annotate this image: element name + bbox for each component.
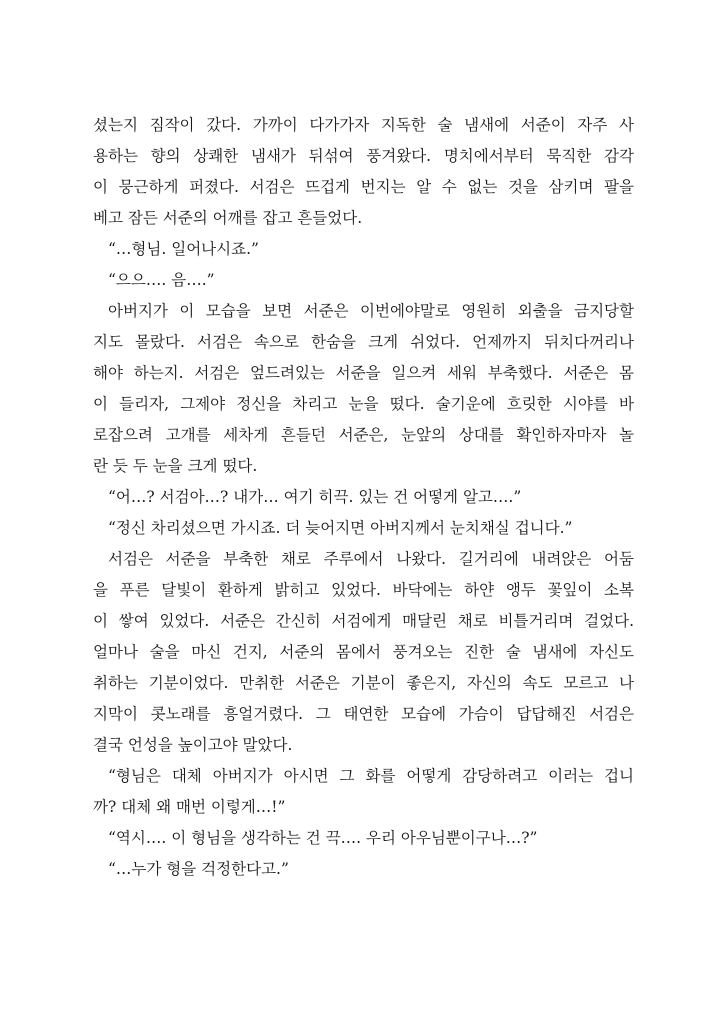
text-line: 아버지가 이 모습을 보면 서준은 이번에야말로 영원히 외출을 금지당할 bbox=[108, 302, 634, 320]
text-line: 셨는지 짐작이 갔다. 가까이 다가가자 지독한 술 냄새에 서준이 자주 사 bbox=[93, 116, 634, 134]
document-body bbox=[93, 110, 634, 885]
text-line: 얼마나 술을 마신 건지, 서준의 몸에서 풍겨오는 진한 술 냄새에 자신도 bbox=[93, 643, 634, 661]
text-line: “으으…. 음….” bbox=[108, 271, 215, 289]
text-line: 서검은 서준을 부축한 채로 주루에서 나왔다. 길거리에 내려앉은 어둠 bbox=[108, 550, 634, 568]
text-line: 까? 대체 왜 매번 이렇게…!” bbox=[93, 798, 286, 816]
text-line: 로잡으려 고개를 세차게 흔들던 서준은, 눈앞의 상대를 확인하자마자 놀 bbox=[93, 426, 634, 444]
text-line: 이 뭉근하게 퍼졌다. 서검은 뜨겁게 번지는 알 수 없는 것을 삼키며 팔을 bbox=[93, 178, 634, 196]
text-line: 이 들리자, 그제야 정신을 차리고 눈을 떴다. 술기운에 흐릿한 시야를 바 bbox=[93, 395, 634, 413]
text-line: “역시…. 이 형님을 생각하는 건 끅…. 우리 아우님뿐이구나…?” bbox=[108, 829, 538, 847]
text-line: 용하는 향의 상쾌한 냄새가 뒤섞여 풍겨왔다. 명치에서부터 묵직한 감각 bbox=[93, 147, 634, 165]
text-line: 을 푸른 달빛이 환하게 밝히고 있었다. 바닥에는 하얀 앵두 꽃잎이 소복 bbox=[93, 581, 634, 599]
text-line: 베고 잠든 서준의 어깨를 잡고 흔들었다. bbox=[93, 209, 363, 227]
text-line: 지막이 콧노래를 흥얼거렸다. 그 태연한 모습에 가슴이 답답해진 서검은 bbox=[93, 705, 634, 723]
text-line: 해야 하는지. 서검은 엎드려있는 서준을 일으켜 세워 부축했다. 서준은 몸 bbox=[93, 364, 634, 382]
text-line: “정신 차리셨으면 가시죠. 더 늦어지면 아버지께서 눈치채실 겁니다.” bbox=[108, 519, 573, 537]
text-line: 지도 몰랐다. 서검은 속으로 한숨을 크게 쉬었다. 언제까지 뒤치다꺼리나 bbox=[93, 333, 634, 351]
text-line: 취하는 기분이었다. 만취한 서준은 기분이 좋은지, 자신의 속도 모르고 나 bbox=[93, 674, 634, 692]
text-line: “어…? 서검아…? 내가… 여기 히끅. 있는 건 어떻게 알고….” bbox=[108, 488, 522, 506]
text-line: 결국 언성을 높이고야 말았다. bbox=[93, 736, 293, 754]
text-line: “형님은 대체 아버지가 아시면 그 화를 어떻게 감당하려고 이러는 겁니 bbox=[108, 767, 634, 785]
text-line: 이 쌓여 있었다. 서준은 간신히 서검에게 매달린 채로 비틀거리며 걸었다. bbox=[93, 612, 634, 630]
text-line: “…누가 형을 걱정한다고.” bbox=[108, 860, 289, 878]
text-line: 란 듯 두 눈을 크게 떴다. bbox=[93, 457, 258, 475]
text-line: “…형님. 일어나시죠.” bbox=[108, 240, 259, 258]
